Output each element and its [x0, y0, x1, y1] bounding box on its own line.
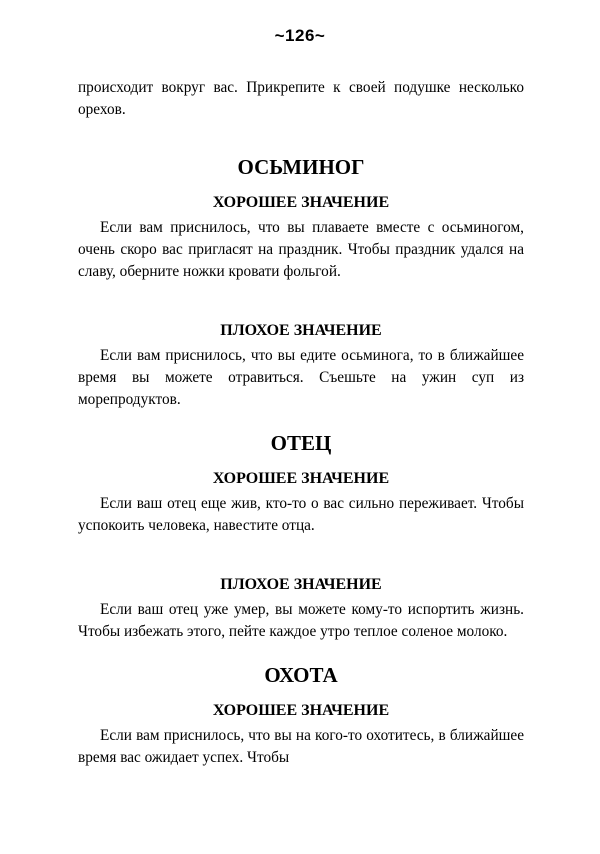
bad-meaning-text: Если вам приснилось, что вы едите осьминога, то в ближайшее время вы можете отравиться. Съешьте на ужин суп из морепродуктов.	[78, 347, 524, 408]
bad-meaning-heading: ПЛОХОЕ ЗНАЧЕНИЕ	[220, 576, 382, 593]
page-number: ~126~	[274, 26, 326, 45]
good-meaning-heading: ХОРОШЕЕ ЗНАЧЕНИЕ	[212, 194, 390, 211]
entry-title-hunting: ОХОТА	[264, 663, 338, 687]
entry-title-octopus: ОСЬМИНОГ	[237, 155, 365, 179]
good-meaning-heading: ХОРОШЕЕ ЗНАЧЕНИЕ	[212, 702, 390, 719]
good-meaning-heading: ХОРОШЕЕ ЗНАЧЕНИЕ	[212, 470, 390, 487]
bad-meaning-text: Если ваш отец уже умер, вы можете кому-то испортить жизнь. Чтобы избежать этого, пейте каждое утро теплое соленое молоко.	[78, 601, 524, 640]
good-meaning-text: Если вам приснилось, что вы плаваете вместе с осьминогом, очень скоро вас пригласят на праздник. Чтобы праздник удался на славу, оберните ножки кровати фольгой.	[78, 219, 524, 280]
bad-meaning-heading: ПЛОХОЕ ЗНАЧЕНИЕ	[220, 322, 382, 339]
page-content	[78, 77, 524, 769]
continuation-paragraph: происходит вокруг вас. Прикрепите к своей подушке несколько орехов.	[78, 79, 524, 118]
entry-title-father: ОТЕЦ	[270, 431, 332, 455]
good-meaning-text: Если ваш отец еще жив, кто-то о вас сильно переживает. Чтобы успокоить человека, навестите отца.	[78, 495, 524, 534]
good-meaning-text: Если вам приснилось, что вы на кого-то охотитесь, в ближайшее время вас ожидает успех. Чтобы	[78, 727, 524, 766]
